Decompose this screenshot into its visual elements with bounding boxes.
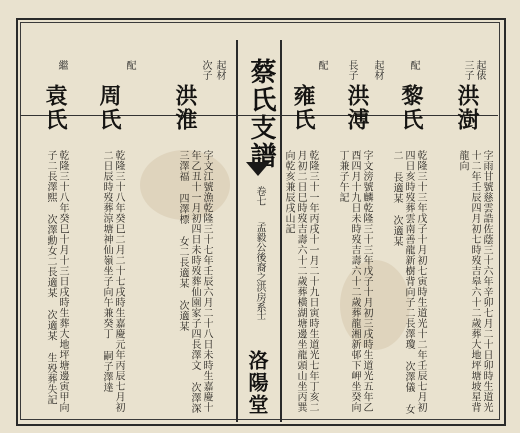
chapter-label: 卷七 bbox=[254, 186, 265, 206]
spouse-tag: 配 bbox=[408, 60, 419, 70]
rank-tag: 三子 bbox=[462, 60, 473, 80]
hall-name: 洛陽堂 bbox=[245, 350, 269, 416]
rank-tag: 次子 bbox=[200, 60, 211, 80]
rank-tag: 長子 bbox=[346, 60, 357, 80]
book-title: 蔡氏支譜 bbox=[246, 58, 276, 170]
biography-column: 乾隆三十八年癸巳十月十三日戌時生葬大地坪塘邊寅甲向子二長澤熙 次澤勳女二長適某 次適某 生殁葬失記 bbox=[45, 150, 68, 413]
rank-tag: 起俵 bbox=[474, 60, 485, 80]
section-label: 孟毅公後裔之洪房系 bbox=[254, 222, 265, 312]
person-name: 黎氏 bbox=[398, 84, 424, 132]
person-name: 雍氏 bbox=[290, 84, 316, 132]
rank-tag: 起材 bbox=[372, 60, 383, 80]
page-number: 士 bbox=[254, 310, 265, 320]
rank-tag: 起材 bbox=[214, 60, 225, 80]
spouse-tag: 繼 bbox=[56, 60, 67, 70]
fishtail-mark-icon bbox=[246, 162, 270, 176]
person-name: 洪淮 bbox=[172, 84, 198, 132]
person-name: 周氏 bbox=[96, 84, 122, 132]
spouse-tag: 配 bbox=[124, 60, 135, 70]
biography-column: 乾隆三十八年癸巳二月二十七戌時生嘉慶元年丙辰七月初二日辰時歿葬涼塘神仙嶺坐子向午兼癸丁 嗣子澤達 bbox=[101, 150, 124, 413]
biography-column: 字文江號漁乾隆三十七年壬辰六月二十八日未時生嘉慶十年乙丑十一月初四日未時歿葬仙園家子四長澤文 次澤深 三澤福 四澤標 女二長適某 次適某 bbox=[177, 150, 212, 414]
person-name: 洪澍 bbox=[454, 84, 480, 132]
biography-column: 乾隆三十三年戊子十月初七寅時生道光十二年壬辰七月初四日亥時歿葬雲南善龍新樹背向子二長澤瓊 次澤儀 女二 長適某 次適某 bbox=[391, 150, 426, 415]
person-name: 袁氏 bbox=[42, 84, 68, 132]
spouse-tag: 配 bbox=[316, 60, 327, 70]
biography-column: 乾隆三十一年丙戌十一月二十九日寅時生道光七年丁亥二月初二日巳時歿吉壽六十二歲葬橫湖塘邊坐龍頭山坐丙巽向乾亥兼辰戌山記 bbox=[283, 150, 318, 413]
biography-column: 字雨甘號慈雲誥佐蔭三十六年辛卯七月二十日卯時生道光十二年壬辰四月初七時歿吉皋六十二歲葬大地坪塘坡星背龍向 bbox=[457, 150, 492, 413]
person-name: 洪溥 bbox=[344, 84, 370, 132]
biography-column: 字文滂號麟乾隆三十三年戊子十月初三戌時生道光五年乙酉四月十九日未時歿吉壽六十二歲葬龍湘新邨下岬坐癸向丁兼子午記 bbox=[337, 150, 372, 413]
